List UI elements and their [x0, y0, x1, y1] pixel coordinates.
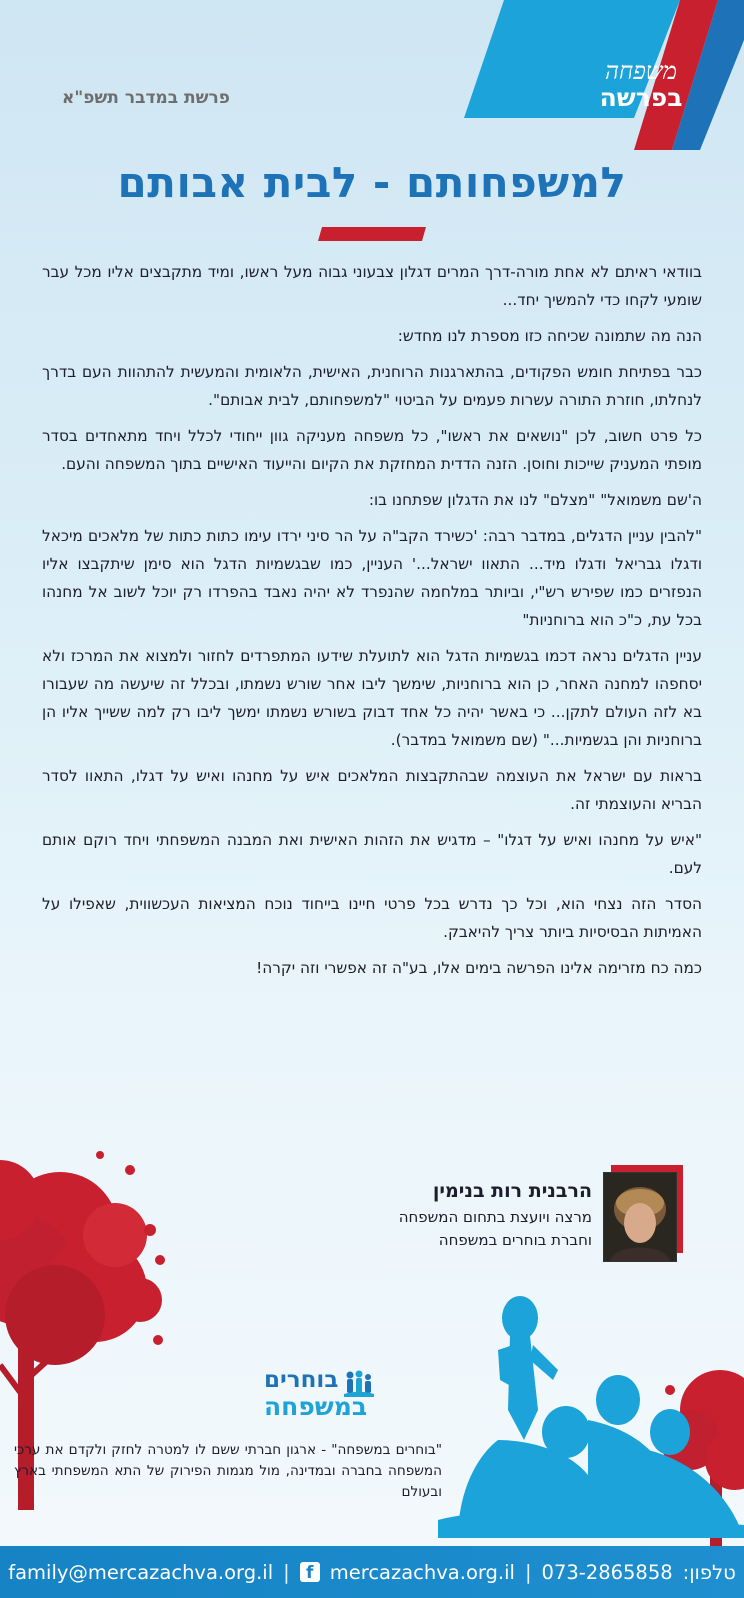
contact-footer [0, 1546, 744, 1598]
author-info [292, 1180, 592, 1252]
article-paragraph: בראות עם ישראל את העוצמה שבהתקבצות המלאכים איש על מחנהו ואיש על דגלו, התאוו לסדר הבריא והעוצמתי זה. [42, 767, 702, 813]
article-paragraph: עניין הדגלים נראה דכמו בגשמיות הדגל הוא לתועלת שידעו המתפרדים לחזור ולמצוא את המרכז ולא יסחפהו למחנה האחר, כן הוא ברוחניות, שימשך ליבו אחר שורש נשמתו, ובכלל זה שיעשה מה שעבורו בא לזה העולם לתקן... כי באשר יהיה כל אחד דבוק בשורש נשמתו ימשך ליבו רק למה ששייך אליו הן ברוחניות והן בגשמיות..." (שם משמואל במדבר). [42, 647, 702, 749]
article-paragraph: הנה מה שתמונה שכיחה כזו מספרת לנו מחדש: [397, 327, 702, 345]
phone-label: טלפון: [682, 1560, 736, 1584]
author-photo [603, 1172, 677, 1262]
article-paragraph: "להבין עניין הדגלים, במדבר רבה: 'כשירד הקב"ה על הר סיני ירדו עימו כתות כתות של מלאכים מיכאל ודגלו גבריאל ודגלו מיד... התאוו ישראל...' העניין, כמו שבגשמיות הדגל הוא סימן שיתקבצו אליו הנפזרים כמו שפירש רש"י, וביותר במלחמה שהנפרד לא יהיה נאבד בהפרדו רק יוכל לשוב אל מחנהו בכל עת, כ"כ הוא ברוחניות" [42, 527, 702, 629]
article-paragraph: כל פרט חשוב, לכן "נושאים את ראשו", כל משפחה מעניקה גוון ייחודי לכלל ויחד מתאחדים בסדר מופתי המעניק שייכות וחוסן. הזנה הדדית המחזקת את הקיום והייעוד האישיים בתוך המשפחה והעם. [42, 427, 702, 473]
divider: | [524, 1560, 532, 1584]
article-paragraph: כמה כח מזרימה אלינו הפרשה בימים אלו, בע"ה זה אפשרי וזה יקרה! [256, 959, 702, 977]
email-link[interactable]: family@mercazachva.org.il [8, 1560, 274, 1584]
brand-line1: משפחה [604, 57, 678, 85]
family-silhouette-illustration [438, 1290, 744, 1538]
facebook-icon[interactable]: f [300, 1562, 320, 1582]
website-link[interactable]: mercazachva.org.il [329, 1560, 515, 1584]
author-affiliation: וחברת בוחרים במשפחה [438, 1231, 592, 1249]
author-role: מרצה ויועצת בתחום המשפחה [398, 1208, 592, 1226]
title-accent-bar [318, 227, 426, 241]
article-paragraph: כבר בפתיחת חומש הפקודים, בהתארגנות הרוחנית, האישית, הלאומית והמעשית להתהוות העם בדרך לנחלתו, חוזרת התורה עשרות פעמים על הביטוי "למשפחותם, לבית אבותם". [42, 363, 702, 409]
org-description: "בוחרים במשפחה" - ארגון חברתי ששם לו למטרה לחזק ולקדם את ערכי המשפחה בחברה ובמדינה, מול מגמות הפירוק של התא המשפחתי בארץ ובעולם [14, 1442, 442, 1500]
org-logo [264, 1367, 374, 1427]
article-paragraph: ה'שם משמואל" "מצלם" לנו את הדגלון שפתחנו בו: [368, 491, 702, 509]
article-paragraph: בוודאי ראיתם לא אחת מורה-דרך המרים דגלון צבעוני גבוה מעל ראשו, ומיד מתקבצים אליו מכל עבר שומעי לקחו כדי להמשיך יחד... [42, 263, 702, 309]
article-paragraph: "איש על מחנהו ואיש על דגלו" – מדגיש את הזהות האישית ואת המבנה המשפחתי ויחד רוקם אותם לעם. [42, 831, 702, 877]
brand-line2: בפרשה [599, 83, 683, 112]
org-name-line1: בוחרים [264, 1367, 339, 1393]
brand-logo [586, 58, 696, 112]
author-name: הרבנית רות בנימין [432, 1180, 592, 1202]
article-body [42, 258, 702, 990]
org-name-line2: במשפחה [264, 1392, 368, 1421]
article-paragraph: הסדר הזה נצחי הוא, וכל כך נדרש בכל פרטי חיינו בייחוד נוכח המציאות העכשווית, שאפילו על האמיתות הבסיסיות ביותר צריך להיאבק. [42, 895, 702, 941]
divider: | [283, 1560, 290, 1584]
phone-number[interactable]: 073-2865858 [541, 1560, 673, 1584]
parasha-label: פרשת במדבר תשפ"א [62, 88, 230, 108]
page-title: למשפחותם - לבית אבותם [117, 158, 627, 207]
